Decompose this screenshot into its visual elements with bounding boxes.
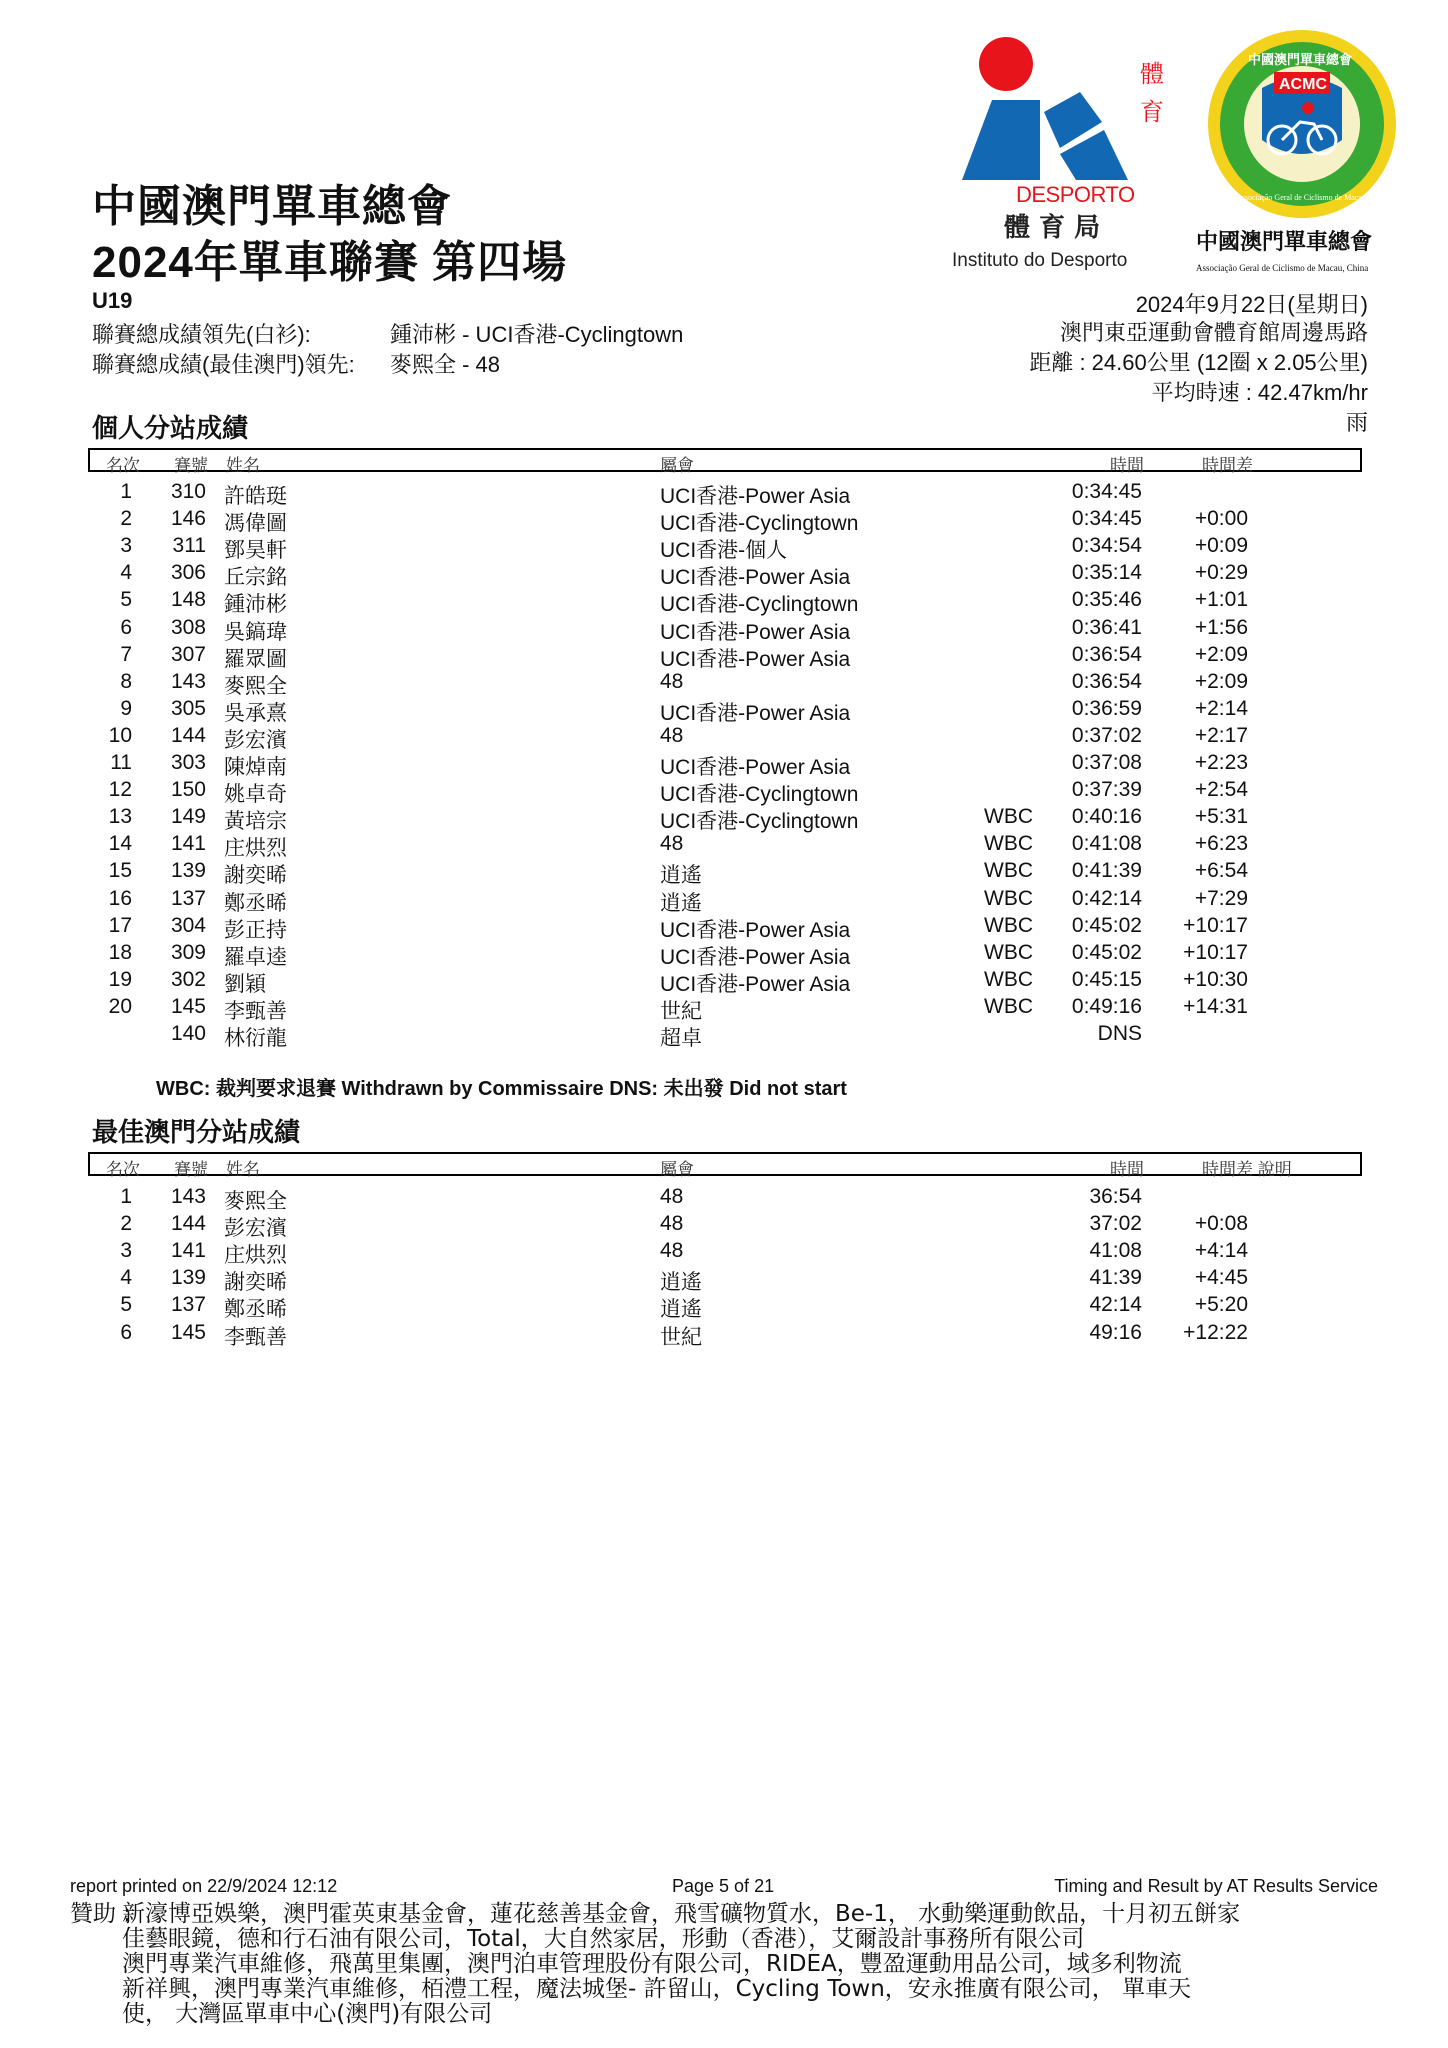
cell-status: WBC [984,967,1033,991]
cell-gap: +12:22 [1183,1320,1248,1344]
cell-bib: 306 [170,561,206,585]
cell-bib: 305 [170,696,206,720]
cell-team: 48 [660,1239,684,1263]
race-venue: 澳門東亞運動會體育館周邊馬路 [1059,320,1368,345]
cell-team: UCI香港-Cyclingtown [660,810,859,834]
cell-bib: 143 [170,1185,206,1208]
table-row [0,1185,1448,1212]
cell-rank: 16 [108,886,132,910]
cell-gap: +1:56 [1194,615,1248,639]
cell-time: 0:49:16 [1071,994,1142,1018]
table-row [0,1022,1448,1049]
acmc-ring-top: 中國澳門單車總會 [1248,53,1353,68]
col-team: 屬會 [660,1160,694,1179]
table-row [0,778,1448,805]
sponsors-block [70,1902,1370,2027]
cell-bib: 143 [170,669,206,693]
table-row [0,941,1448,968]
cell-gap: +10:17 [1183,913,1248,937]
cell-bib: 308 [170,615,206,639]
cell-time: 36:54 [1089,1185,1142,1208]
cell-name: 庄烘烈 [224,837,287,861]
cell-bib: 146 [170,507,206,531]
table-row [0,1321,1448,1348]
cell-bib: 141 [170,1239,206,1263]
cell-team: 世紀 [660,999,702,1023]
cell-gap: +7:29 [1194,886,1248,910]
cell-rank: 2 [120,507,132,531]
cell-team: UCI香港-Cyclingtown [660,783,859,807]
cell-name: 陳焯南 [224,756,287,779]
acmc-cn: 中國澳門單車總會 [1196,229,1373,255]
cell-name: 馮偉圖 [224,512,287,536]
table-row [0,1266,1448,1293]
cell-team: UCI香港-Power Asia [660,972,851,996]
status-legend: WBC: 裁判要求退賽 Withdrawn by Commissaire DNS: 未出發 Did not start [156,1078,847,1100]
cell-name: 吳承熹 [224,701,287,725]
cell-team: UCI香港-Power Asia [660,756,851,779]
col-bib: 賽號 [174,456,208,475]
cell-bib: 139 [170,1266,206,1290]
cell-name: 彭正持 [224,918,287,942]
cell-bib: 144 [170,723,206,747]
cell-rank: 8 [120,669,132,693]
cell-name: 鄧昊軒 [224,539,287,563]
cell-gap: +2:09 [1194,642,1248,666]
cell-team: 48 [660,1212,684,1236]
cell-gap: +10:17 [1183,940,1248,964]
table-row [0,588,1448,615]
cell-gap: +2:17 [1194,723,1248,747]
table-row [0,507,1448,534]
cell-team: 超卓 [660,1027,702,1050]
col-name: 姓名 [226,456,260,475]
cell-gap: +0:00 [1194,507,1248,531]
cell-bib: 137 [170,886,206,910]
cell-rank: 17 [108,913,132,937]
cell-name: 謝奕晞 [224,1271,287,1295]
cell-time: 41:39 [1089,1266,1142,1290]
cell-time: 0:45:02 [1071,940,1142,964]
cell-bib: 307 [170,642,206,666]
desporto-logo [952,30,1164,280]
cell-name: 黃培宗 [224,810,287,834]
cell-team: 48 [660,723,684,747]
cell-gap: +2:54 [1194,778,1248,802]
cell-gap: +0:09 [1194,534,1248,558]
cell-team: 逍遙 [660,1298,702,1322]
cell-bib: 137 [170,1293,206,1317]
cell-status: WBC [984,886,1033,910]
individual-results-header [88,448,1362,475]
cell-gap: +2:09 [1194,669,1248,693]
cell-bib: 302 [170,967,206,991]
cell-team: UCI香港-Power Asia [660,647,851,671]
cell-gap: +2:23 [1194,751,1248,774]
cell-name: 李甄善 [224,999,287,1023]
lead-white-value: 鍾沛彬 - UCI香港-Cyclingtown [390,322,684,347]
cell-time: 0:36:41 [1071,615,1142,639]
cell-team: UCI香港-Cyclingtown [660,593,859,617]
race-avg-speed: 平均時速 : 42.47km/hr [1151,380,1368,405]
table-row [0,616,1448,643]
cell-bib: 148 [170,588,206,612]
cell-name: 庄烘烈 [224,1244,287,1268]
cell-gap: +4:45 [1194,1266,1248,1290]
cell-gap: +2:14 [1194,696,1248,720]
cell-name: 謝奕晞 [224,864,287,888]
sponsors-line: 新濠博亞娛樂，澳門霍英東基金會，蓮花慈善基金會，飛雪礦物質水，Be-1， 水動樂運動飲品，十月初五餅家 [122,1901,1241,1927]
cell-time: 0:34:54 [1071,534,1142,558]
cell-time: 0:37:39 [1071,778,1142,802]
cell-name: 丘宗銘 [224,566,287,590]
cell-time: 0:36:59 [1071,696,1142,720]
cell-gap: +5:31 [1194,805,1248,829]
cell-name: 劉穎 [224,972,266,996]
cell-team: UCI香港-Power Asia [660,485,851,508]
cell-bib: 145 [170,1320,206,1344]
cell-rank: 10 [108,723,132,747]
table-row [0,832,1448,859]
cell-time: 0:34:45 [1071,480,1142,503]
cell-team: UCI香港-Cyclingtown [660,512,859,536]
page-title-line2: 2024年單車聯賽 第四場 [92,238,568,287]
race-date: 2024年9月22日(星期日) [1135,292,1368,317]
acmc-ring-text: Associação Geral de Ciclismo de Macau, China [1236,193,1390,202]
cell-gap: +6:23 [1194,832,1248,856]
table-row [0,670,1448,697]
table-row [0,534,1448,561]
cell-rank: 6 [120,615,132,639]
sponsors-line: 佳藝眼鏡，德和行石油有限公司，Total，大自然家居，形動（香港），艾爾設計事務所有限公司 [122,1926,1085,1952]
col-name: 姓名 [226,1160,260,1179]
cell-bib: 309 [170,940,206,964]
cell-rank: 11 [110,751,132,774]
cell-rank: 1 [120,1185,132,1208]
sponsors-line: 新祥興，澳門專業汽車維修，栢澧工程，魔法城堡- 許留山，Cycling Town，安永推廣有限公司， 單車天 [122,1976,1192,2002]
cell-time: DNS [1097,1022,1142,1045]
cell-gap: +1:01 [1194,588,1248,612]
sponsors-label: 贊助 : [70,1901,132,1927]
best-macau-results-title: 最佳澳門分站成績 [92,1117,301,1147]
cell-bib: 310 [170,480,206,503]
acmc-abbr: ACMC [1279,76,1327,93]
cell-bib: 303 [170,751,206,774]
table-row [0,914,1448,941]
cell-rank: 4 [120,561,132,585]
cell-team: 逍遙 [660,891,702,915]
col-gap: 時間差 說明 [1202,1160,1292,1179]
cell-bib: 311 [172,534,206,558]
cell-team: 48 [660,832,684,856]
cell-rank: 13 [108,805,132,829]
cell-gap: +4:14 [1194,1239,1248,1263]
cell-team: UCI香港-Power Asia [660,701,851,725]
cell-rank: 5 [120,1293,132,1317]
cell-team: UCI香港-Power Asia [660,566,851,590]
cell-team: 48 [660,669,684,693]
acmc-pt: Associação Geral de Ciclismo de Macau, China [1196,263,1369,273]
cell-name: 羅眾圖 [224,647,287,671]
cell-bib: 140 [170,1022,206,1045]
cell-time: 42:14 [1089,1293,1142,1317]
cell-bib: 144 [170,1212,206,1236]
lead-macau-value: 麥熙全 - 48 [390,352,501,377]
cell-name: 林衍龍 [224,1027,287,1050]
cell-rank: 19 [108,967,132,991]
cell-gap: +14:31 [1183,994,1248,1018]
cell-time: 41:08 [1089,1239,1142,1263]
cell-time: 37:02 [1089,1212,1142,1236]
cell-rank: 1 [120,480,132,503]
cell-name: 麥熙全 [224,1190,287,1213]
cell-bib: 150 [170,778,206,802]
sponsors-line: 使， 大灣區單車中心(澳門)有限公司 [122,2001,493,2027]
cell-name: 彭宏濱 [224,1217,287,1241]
lead-white-label: 聯賽總成績領先(白衫): [92,322,311,347]
cell-time: 0:40:16 [1071,805,1142,829]
table-row [0,1212,1448,1239]
page-title-line1: 中國澳門單車總會 [92,182,452,231]
race-weather: 雨 [1345,410,1368,435]
cell-team: UCI香港-Power Asia [660,918,851,942]
table-row [0,697,1448,724]
cell-rank: 6 [120,1320,132,1344]
cell-name: 彭宏濱 [224,728,287,752]
cell-name: 姚卓奇 [224,783,287,807]
table-row [0,751,1448,778]
cell-rank: 14 [108,832,132,856]
table-row [0,1293,1448,1320]
cell-gap: +6:54 [1194,859,1248,883]
cell-name: 鄭丞晞 [224,1298,287,1322]
cell-time: 0:45:15 [1071,967,1142,991]
cell-status: WBC [984,994,1033,1018]
cell-name: 李甄善 [224,1325,287,1349]
cell-rank: 9 [120,696,132,720]
table-row [0,1239,1448,1266]
cell-team: 逍遙 [660,864,702,888]
cell-rank: 18 [108,940,132,964]
table-row [0,561,1448,588]
col-team: 屬會 [660,456,694,475]
printed-timestamp: report printed on 22/9/2024 12:12 [70,1876,338,1896]
cell-name: 麥熙全 [224,674,287,698]
cell-rank: 20 [108,994,132,1018]
cell-bib: 141 [170,832,206,856]
sponsors-line: 澳門專業汽車維修，飛萬里集團，澳門泊車管理股份有限公司，RIDEA，豐盈運動用品公司，域多利物流 [122,1951,1182,1977]
cell-gap: +0:29 [1194,561,1248,585]
table-row [0,724,1448,751]
cell-status: WBC [984,913,1033,937]
category-label: U19 [92,288,133,313]
lead-macau-label: 聯賽總成績(最佳澳門)領先: [92,352,355,377]
col-gap: 時間差 [1202,456,1253,475]
cell-gap: +10:30 [1183,967,1248,991]
cell-team: 世紀 [660,1325,702,1349]
page-number: Page 5 of 21 [672,1876,775,1896]
cell-time: 0:37:08 [1071,751,1142,774]
desporto-side-char2: 育 [1140,98,1164,126]
cell-status: WBC [984,832,1033,856]
cell-team: UCI香港-Power Asia [660,620,851,644]
col-rank: 名次 [106,1160,140,1179]
table-row [0,859,1448,886]
race-distance: 距離 : 24.60公里 (12圈 x 2.05公里) [1029,350,1368,375]
col-time: 時間 [1110,1160,1144,1179]
cell-time: 0:37:02 [1071,723,1142,747]
cell-gap: +0:08 [1194,1212,1248,1236]
best-macau-results-header [88,1152,1362,1179]
cell-time: 0:35:46 [1071,588,1142,612]
cell-time: 0:36:54 [1071,642,1142,666]
col-rank: 名次 [106,456,140,475]
cell-time: 0:42:14 [1071,886,1142,910]
cell-rank: 12 [108,778,132,802]
cell-bib: 304 [170,913,206,937]
table-row [0,805,1448,832]
cell-name: 鍾沛彬 [224,593,287,617]
cell-status: WBC [984,940,1033,964]
cell-bib: 149 [170,805,206,829]
table-row [0,887,1448,914]
cell-time: 0:35:14 [1071,561,1142,585]
desporto-wordmark: DESPORTO [1016,182,1135,207]
cell-team: UCI香港-個人 [660,539,788,563]
cell-rank: 7 [120,642,132,666]
cell-time: 0:45:02 [1071,913,1142,937]
cell-status: WBC [984,859,1033,883]
cell-rank: 15 [108,859,132,883]
cell-time: 0:41:39 [1071,859,1142,883]
cell-bib: 139 [170,859,206,883]
cell-name: 許皓珽 [224,485,287,508]
cell-name: 羅卓逵 [224,945,287,969]
cell-time: 49:16 [1089,1320,1142,1344]
cell-team: 逍遙 [660,1271,702,1295]
cell-team: UCI香港-Power Asia [660,945,851,969]
cell-team: 48 [660,1185,684,1208]
col-time: 時間 [1110,456,1144,475]
cell-time: 0:41:08 [1071,832,1142,856]
cell-name: 鄭丞晞 [224,891,287,915]
desporto-side-char1: 體 [1140,60,1164,88]
desporto-cn: 體 育 局 [1004,213,1101,243]
col-bib: 賽號 [174,1160,208,1179]
table-row [0,480,1448,507]
cell-rank: 3 [120,534,132,558]
cell-time: 0:36:54 [1071,669,1142,693]
table-row [0,995,1448,1022]
desporto-pt: Instituto do Desporto [952,250,1128,271]
table-row [0,643,1448,670]
cell-time: 0:34:45 [1071,507,1142,531]
cell-rank: 4 [120,1266,132,1290]
cell-bib: 145 [170,994,206,1018]
cell-name: 吳鎬瑋 [224,620,287,644]
acmc-logo [1196,28,1408,278]
cell-gap: +5:20 [1194,1293,1248,1317]
cell-rank: 2 [120,1212,132,1236]
cell-rank: 5 [120,588,132,612]
timing-credit: Timing and Result by AT Results Service [1054,1876,1378,1896]
table-row [0,968,1448,995]
cell-status: WBC [984,805,1033,829]
individual-results-title: 個人分站成績 [92,413,249,443]
cell-rank: 3 [120,1239,132,1263]
